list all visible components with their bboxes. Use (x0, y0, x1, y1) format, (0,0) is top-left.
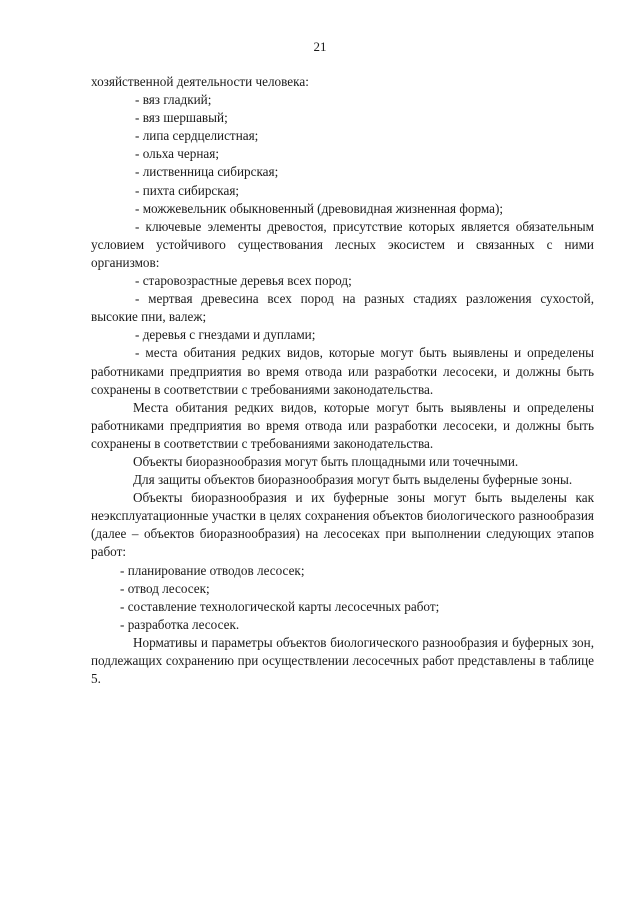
stage-list-item: - составление технологической карты лесосечных работ; (120, 598, 440, 614)
list-item: - ключевые элементы древостоя, присутствие которых является обязательным условием устойчивого существования лесных экосистем и связанных с ними организмов: (91, 218, 594, 270)
list-item: - можжевельник обыкновенный (древовидная жизненная форма); (135, 200, 504, 216)
stage-list-item: - планирование отводов лесосек; (120, 562, 305, 578)
list-item: - ольха черная; (135, 146, 219, 162)
paragraph: Объекты биоразнообразия могут быть площадными или точечными. (133, 453, 519, 469)
paragraph: Объекты биоразнообразия и их буферные зоны могут быть выделены как неэксплуатационные участки в целях сохранения объектов биологического разнообразия (далее – объектов биоразнообразия) на лесосеках при выполнении следующих этапов работ: (91, 490, 594, 560)
list-item: - лиственница сибирская; (135, 164, 279, 180)
paragraph: Нормативы и параметры объектов биологического разнообразия и буферных зон, подлежащих сохранению при осуществлении лесосечных работ представлены в таблице 5. (91, 634, 594, 687)
list-item: - вяз гладкий; (135, 92, 212, 108)
list-item: - мертвая древесина всех пород на разных стадиях разложения сухостой, высокие пни, валеж; (91, 291, 594, 325)
list-item: - пихта сибирская; (135, 182, 240, 198)
page-number: 21 (313, 39, 327, 54)
stage-list-item: - отвод лесосек; (120, 580, 210, 596)
stage-list-item: - разработка лесосек. (120, 616, 240, 632)
paragraph: Для защиты объектов биоразнообразия могут быть выделены буферные зоны. (133, 472, 573, 488)
list-item: - деревья с гнездами и дуплами; (135, 327, 316, 343)
list-item: - вяз шершавый; (135, 110, 228, 126)
paragraph-intro: хозяйственной деятельности человека: (91, 74, 309, 89)
list-item: - места обитания редких видов, которые могут быть выявлены и определены работниками предприятия во время отвода или разработки лесосеки, и должны быть сохранены в соответствии с требованиями законодательства. (91, 345, 594, 397)
list-item: - липа сердцелистная; (135, 128, 259, 144)
list-item: - старовозрастные деревья всех пород; (135, 273, 352, 289)
paragraph: Места обитания редких видов, которые могут быть выявлены и определены работниками предприятия во время отвода или разработки лесосеки, и должны быть сохранены в соответствии с требованиями законодательства. (91, 399, 594, 451)
document-body (91, 73, 594, 688)
